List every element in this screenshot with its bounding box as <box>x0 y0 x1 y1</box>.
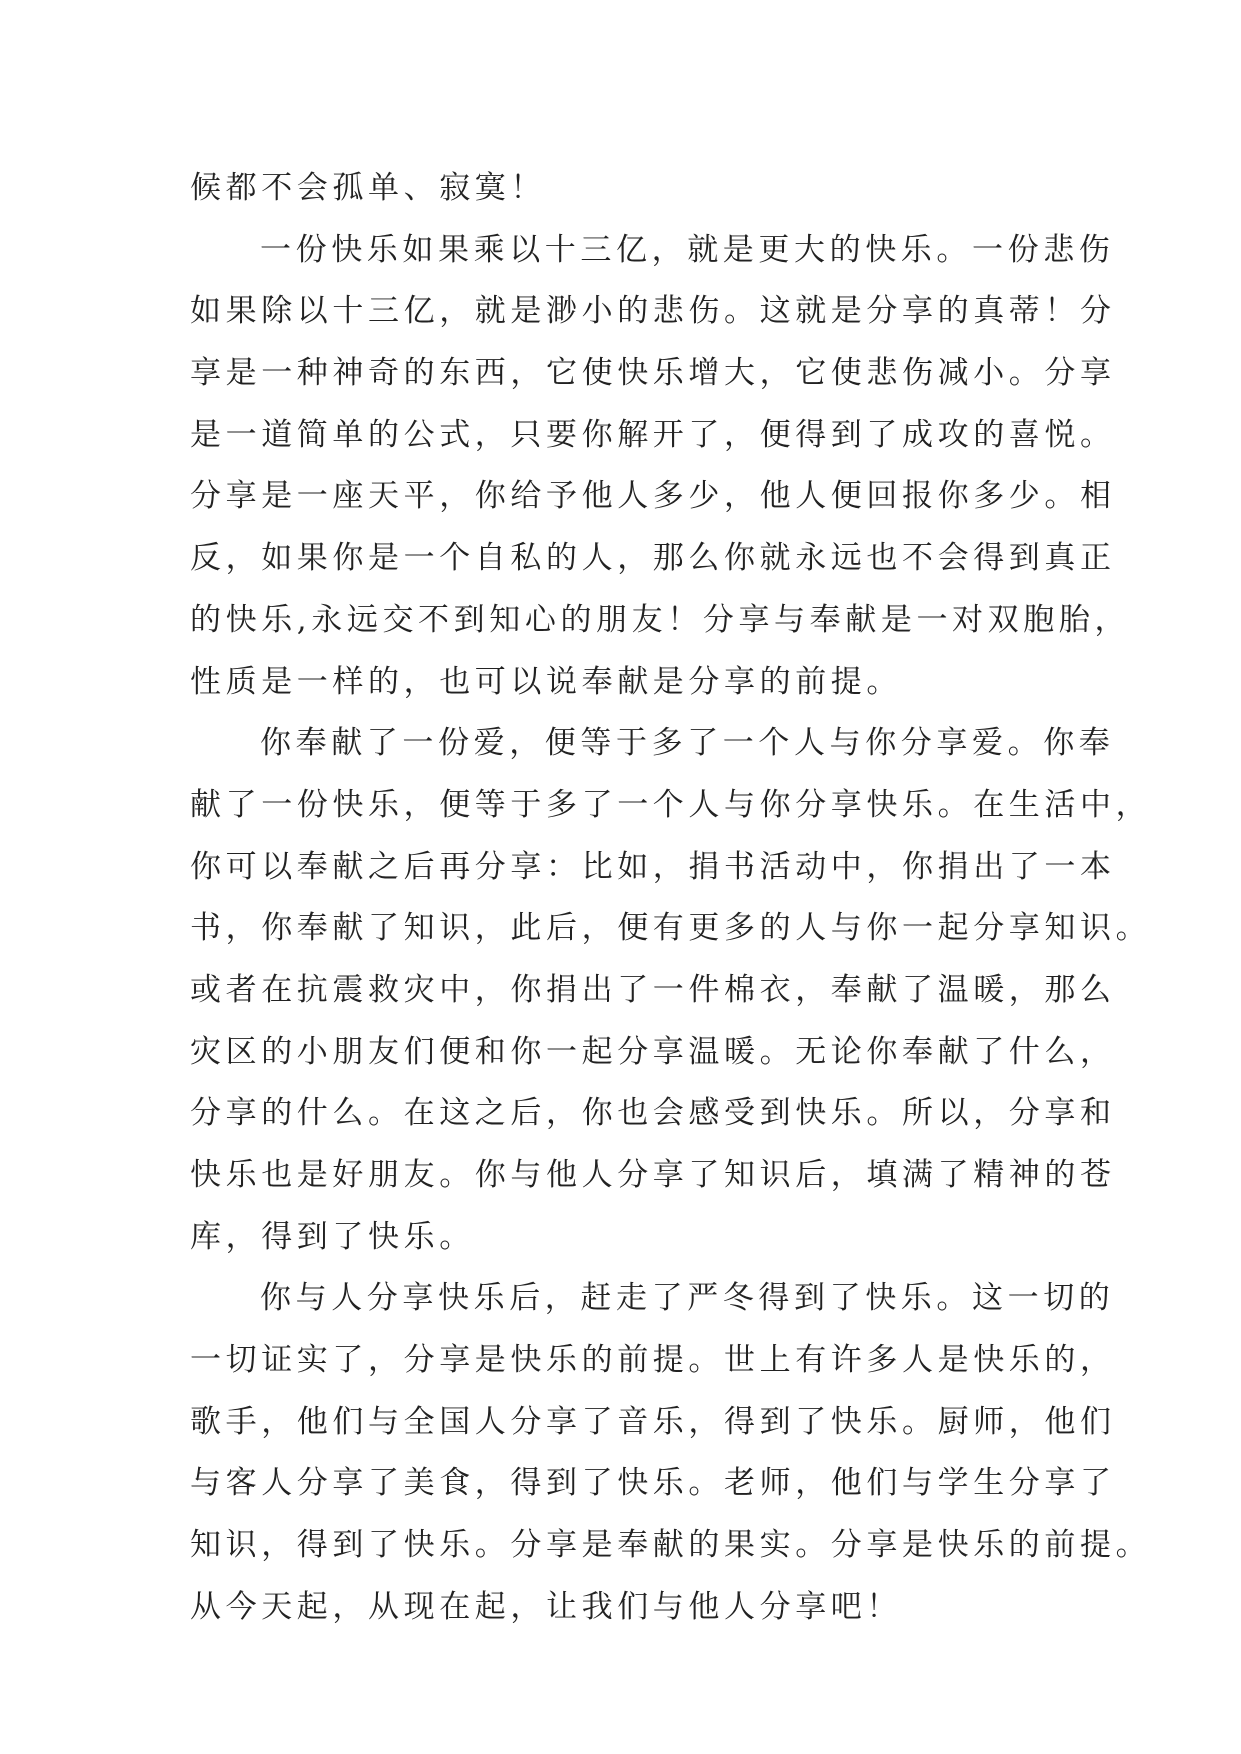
text-line: 从今天起，从现在起，让我们与他人分享吧！ <box>190 1588 902 1625</box>
text-line: 享是一种神奇的东西，它使快乐增大，它使悲伤减小。分享 <box>190 355 1116 392</box>
text-line: 性质是一样的，也可以说奉献是分享的前提。 <box>190 663 902 700</box>
text-line: 分享是一座天平，你给予他人多少，他人便回报你多少。相 <box>190 478 1116 515</box>
text-line: 如果除以十三亿，就是渺小的悲伤。这就是分享的真蒂！分 <box>190 293 1116 330</box>
paragraph-first-line: 你奉献了一份爱，便等于多了一个人与你分享爱。你奉 <box>260 725 1115 762</box>
text-line: 库，得到了快乐。 <box>190 1218 475 1255</box>
text-line: 你可以奉献之后再分享：比如，捐书活动中，你捐出了一本 <box>190 848 1116 885</box>
text-line: 是一道简单的公式，只要你解开了，便得到了成攻的喜悦。 <box>190 416 1116 453</box>
text-line: 一切证实了，分享是快乐的前提。世上有许多人是快乐的， <box>190 1342 1116 1379</box>
text-line: 书，你奉献了知识，此后，便有更多的人与你一起分享知识。 <box>190 910 1152 947</box>
text-line: 灾区的小朋友们便和你一起分享温暖。无论你奉献了什么， <box>190 1033 1116 1070</box>
document-body <box>190 158 1152 1639</box>
text-line: 或者在抗震救灾中，你捐出了一件棉衣，奉献了温暖，那么 <box>190 971 1116 1008</box>
paragraph-first-line: 一份快乐如果乘以十三亿，就是更大的快乐。一份悲伤 <box>260 231 1115 268</box>
text-line: 分享的什么。在这之后，你也会感受到快乐。所以，分享和 <box>190 1095 1116 1132</box>
text-line: 献了一份快乐，便等于多了一个人与你分享快乐。在生活中， <box>190 786 1152 823</box>
text-line: 知识，得到了快乐。分享是奉献的果实。分享是快乐的前提。 <box>190 1527 1152 1564</box>
text-line: 歌手，他们与全国人分享了音乐，得到了快乐。厨师，他们 <box>190 1403 1116 1440</box>
paragraph-first-line: 你与人分享快乐后，赶走了严冬得到了快乐。这一切的 <box>260 1280 1115 1317</box>
text-line: 快乐也是好朋友。你与他人分享了知识后，填满了精神的苍 <box>190 1157 1116 1193</box>
text-line: 与客人分享了美食，得到了快乐。老师，他们与学生分享了 <box>190 1465 1116 1502</box>
text-line: 反，如果你是一个自私的人，那么你就永远也不会得到真正 <box>190 540 1116 577</box>
text-line: 候都不会孤单、寂寞！ <box>190 170 546 206</box>
text-line: 的快乐,永远交不到知心的朋友！分享与奉献是一对双胞胎， <box>190 601 1131 638</box>
